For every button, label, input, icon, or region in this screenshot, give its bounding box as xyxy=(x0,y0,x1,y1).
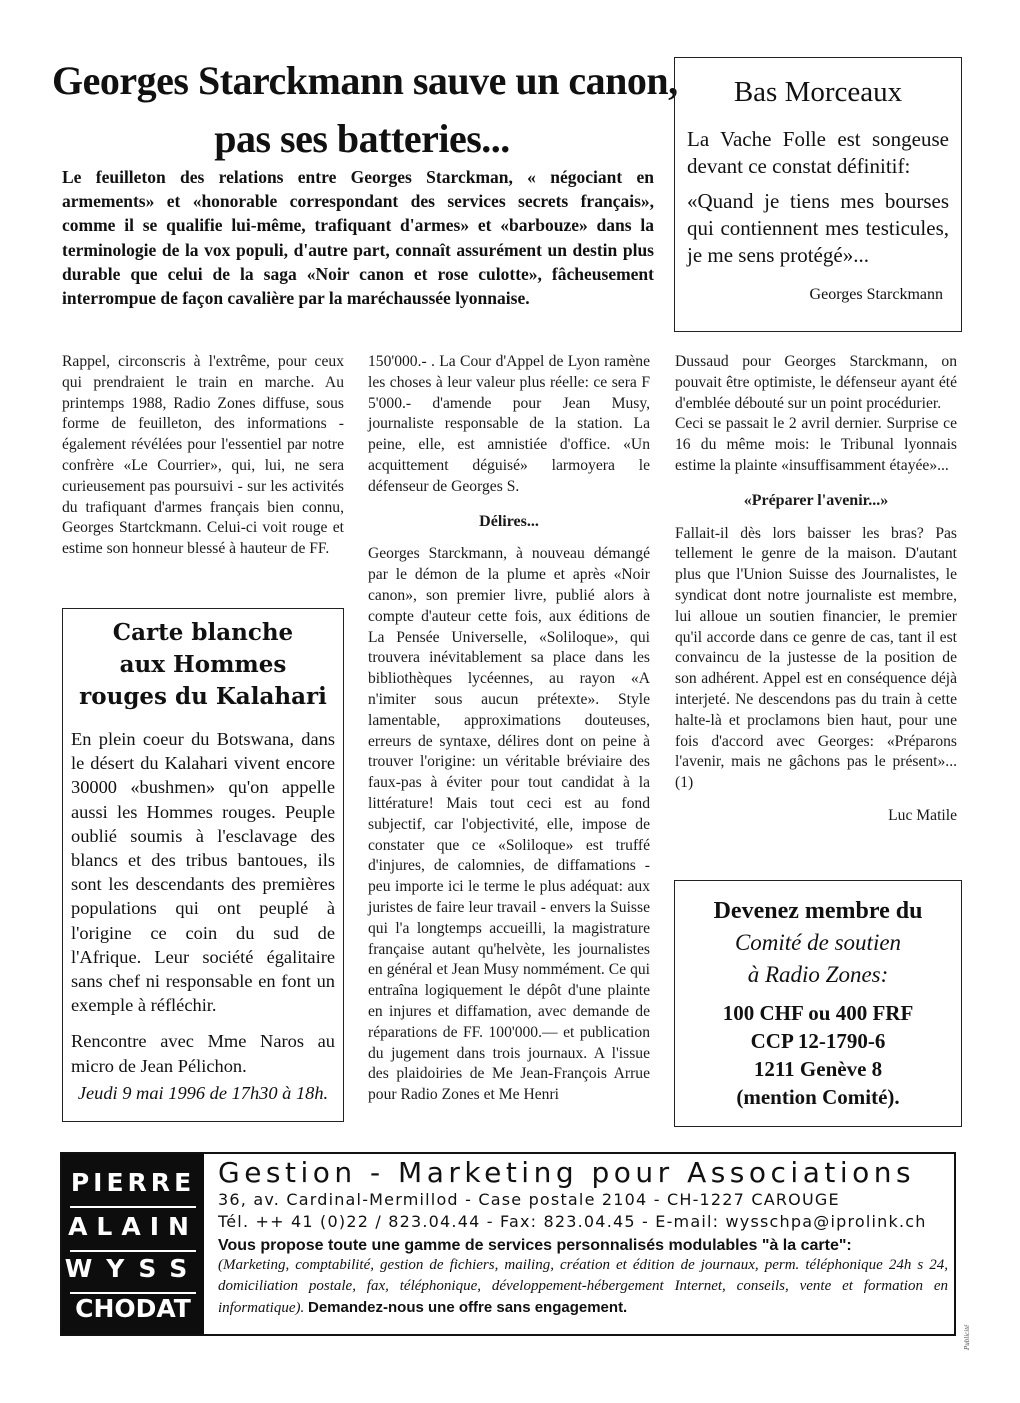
carte-blanche-paragraph: Rencontre avec Mme Naros au micro de Jean Pélichon. xyxy=(71,1031,335,1076)
devenez-title: Devenez membre du xyxy=(713,898,923,924)
article-paragraph: Fallait-il dès lors baisser les bras? Pas tellement le genre de la maison. D'autant plus que l'Union Suisse des Journalistes, le syndicat dont notre journaliste est membre, lui alloue un soutien financier, le premier qu'il accorde dans ce genre de cas, tant il est convaincu de la justesse de la position de son adhérent. Appel est en conséquence déjà interjeté. Ne descendons pas du train à cette halte-là et proclamons bien haut, pour une fois d'accord avec Georges: «Préparons l'avenir, mais ne gâchons pas le présent»...(1) xyxy=(675,524,957,792)
ad-services-list: (Marketing, comptabilité, gestion de fichiers, mailing, création et édition de journaux, perm. téléphonique 24h s 24, domiciliation postale, fax, téléphonique, développement-hébergement Internet, conseils, vente et formation en informatique). xyxy=(218,1257,948,1316)
logo-word-chodat: CHODAT xyxy=(75,1294,191,1323)
devenez-committee: Comité de soutien xyxy=(734,930,902,955)
publicite-label: Publicité xyxy=(963,1324,971,1350)
pierre-alain-wyss-chodat-logo xyxy=(62,1154,204,1334)
headline-line-2: pas ses batteries... xyxy=(214,116,510,161)
carte-title-line-2: aux Hommes xyxy=(119,651,287,678)
bas-morceaux-signature: Georges Starckmann xyxy=(809,286,943,303)
devenez-price: 100 CHF ou 400 FRF xyxy=(722,1001,914,1025)
article-paragraph: Ceci se passait le 2 avril dernier. Surprise ce 16 du même mois: le Tribunal lyonnais estime la plainte «insuffisamment étayée»... xyxy=(675,415,957,474)
bas-morceaux-title: Bas Morceaux xyxy=(733,76,903,108)
devenez-mention: (mention Comité). xyxy=(736,1085,900,1109)
subheading-delires: Délires... xyxy=(479,512,539,530)
devenez-radio: à Radio Zones: xyxy=(747,962,889,987)
carte-blanche-box xyxy=(62,608,344,1122)
article-signature: Luc Matile xyxy=(888,806,957,824)
bas-morceaux-quote: «Quand je tiens mes bourses qui contiennent mes testicules, je me sens protégé»... xyxy=(687,189,949,267)
devenez-ccp: CCP 12-1790-6 xyxy=(750,1029,886,1053)
carte-title-line-1: Carte blanche xyxy=(112,619,294,646)
logo-word-pierre: PIERRE xyxy=(70,1168,196,1197)
subheading-preparer: «Préparer l'avenir...» xyxy=(743,491,889,509)
article-lead: Le feuilleton des relations entre Georges Starckman, « négociant en armements» et «honorable correspondant des services secrets français», comme il se qualifie lui-même, trafiquant d'armes» et «barbouze» dans la terminologie de la vox populi, d'autre part, connaît assurément un destin plus durable que celui de la saga «Noir canon et rose culotte», fâcheusement interrompue de façon cavalière par la maréchaussée lyonnaise. xyxy=(62,167,654,309)
article-column-1 xyxy=(62,352,344,560)
article-paragraph: Rappel, circonscris à l'extrême, pour ceux qui prendraient le train en marche. Au printemps 1988, Radio Zones diffuse, sous forme de feuilleton, des informations - également révélées pour l'essentiel par notre confrère «Le Courrier», qui, lui, ne sera curieusement pas poursuivi - sur les activités du trafiquant d'armes français bien connu, Georges Startckmann. Celui-ci voit rouge et estime son honneur blessé à hauteur de FF. xyxy=(62,353,344,558)
logo-word-alain: ALAIN xyxy=(68,1212,198,1241)
ad-call-to-action: Demandez-nous une offre sans engagement. xyxy=(308,1299,628,1316)
bas-morceaux-box xyxy=(674,57,962,332)
ad-propose: Vous propose toute une gamme de services personnalisés modulables "à la carte": xyxy=(218,1237,852,1254)
logo-word-wyss: WYSS xyxy=(64,1254,202,1283)
advertisement xyxy=(60,1152,956,1336)
carte-blanche-body xyxy=(71,727,335,1090)
logo-divider xyxy=(70,1206,196,1208)
devenez-membre-box xyxy=(674,880,962,1127)
ad-content xyxy=(218,1156,948,1319)
carte-blanche-date: Jeudi 9 mai 1996 de 17h30 à 18h. xyxy=(77,1083,329,1103)
article-paragraph: 150'000.- . La Cour d'Appel de Lyon ramène les choses à leur valeur plus réelle: ce sera F 5'000.- d'amende pour Jean Musy, journaliste responsable de la station. La peine, elle, est amnistiée d'office. «Un acquittement déguisé» larmoyera le défenseur de Georges S. xyxy=(368,353,650,495)
ad-title: Gestion - Marketing pour Associations xyxy=(218,1156,916,1189)
carte-title-line-3: rouges du Kalahari xyxy=(79,683,327,710)
carte-blanche-title xyxy=(63,617,343,713)
ad-contact: Tél. ++ 41 (0)22 / 823.04.44 - Fax: 823.04.45 - E-mail: wysschpa@iprolink.ch xyxy=(218,1212,927,1231)
article-headline xyxy=(52,52,678,168)
devenez-address: 1211 Genève 8 xyxy=(753,1057,883,1081)
ad-address: 36, av. Cardinal-Mermillod - Case postale 2104 - CH-1227 CAROUGE xyxy=(218,1190,840,1209)
article-paragraph: Georges Starckmann, à nouveau démangé par le démon de la plume et après «Noir canon», son premier livre, publié alors à compte d'auteur cette fois, aux éditions de La Pensée Universelle, «Soliloque», qui trouvera inévitablement sa place dans les bibliothèques lycéennes, au rayon «A n'imiter sous aucun prétexte». Style lamentable, approximations douteuses, erreurs de syntaxe, délires dont on peine à trouver l'origine: un véritable bréviaire des faux-pas à éviter pour tout candidat à la littérature! Mais tout ceci est au fond subjectif, car l'objectivité, elle, impose de constater que ce «Soliloque» est truffé d'injures, de calomnies, de diffamations - peu importe ici le terme le plus adéquat: aux juristes de faire leur travail - envers la Suisse qui l'a longtemps accueilli, la magistrature française autant qu'helvète, les journalistes en général et Jean Musy nommément. Ce qui entraîna logiquement le dépôt d'une plainte en injures et diffamation, avec demande de réparations de FF. 100'000.— et publication du jugement dans trois journaux. A l'issue des plaidoiries de Me Jean-François Arrue pour Radio Zones et Me Henri xyxy=(368,545,650,1104)
headline-line-1: Georges Starckmann sauve un canon, xyxy=(52,58,678,103)
bas-morceaux-text xyxy=(687,126,949,277)
logo-divider xyxy=(70,1250,196,1252)
ad-services xyxy=(218,1255,948,1319)
article-column-3 xyxy=(675,352,957,827)
carte-blanche-paragraph: En plein coeur du Botswana, dans le désert du Kalahari vivent encore 30000 «bushmen» qu'on appelle aussi les Hommes rouges. Peuple oublié soumis à l'esclavage des blancs et des tribus bantoues, ils sont les descendants des premières populations qui ont peuplé à l'origine ce coin du sud de l'Afrique. Leur société égalitaire sans chef ni responsable en font un exemple à réfléchir. xyxy=(71,729,335,1016)
bas-morceaux-paragraph-1: La Vache Folle est songeuse devant ce constat définitif: xyxy=(687,127,949,178)
article-paragraph: Dussaud pour Georges Starckmann, on pouvait être optimiste, le défenseur ayant été d'emblée débouté sur un point procédurier. xyxy=(675,353,957,412)
article-column-2 xyxy=(368,352,650,1106)
